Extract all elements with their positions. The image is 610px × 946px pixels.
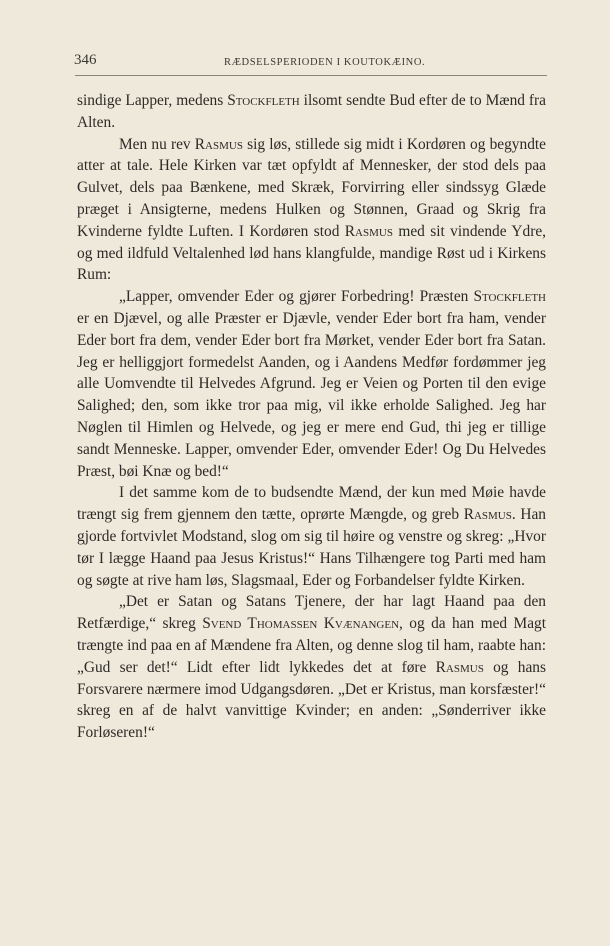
paragraph-4 — [77, 482, 546, 591]
text-run: og hans Forsvarere nærmere imod Udgangsdøren. „Det er Kristus, man korsfæster!“ skreg en af de halvt vanvittige Kvinder; en anden: „Sønderriver ikke Forløseren!“ — [77, 658, 546, 742]
text-run: ilsomt sendte Bud efter de to Mænd fra Alten. — [77, 92, 546, 131]
paragraph-3 — [77, 286, 546, 482]
text-run: . Han gjorde fortvivlet Modstand, slog om sig til høire og venstre og skreg: „Hvor tør I lægge Haand paa Jesus Kristus!“ Hans Tilhængere tog Parti med ham og søgte at rive ham løs, Slagsmaal, Eder og Forbandelser fyldte Kirken. — [77, 506, 546, 589]
person-name: Rasmus — [344, 222, 393, 240]
person-name: Svend Thomassen Kvænangen — [202, 615, 400, 633]
person-name: Rasmus — [194, 135, 243, 153]
paragraph-5 — [77, 591, 546, 744]
text-run: „Lapper, omvender Eder og gjører Forbedring! Præsten — [119, 288, 474, 306]
text-run: „Det er Satan og Satans Tjenere, der har lagt Haand paa den Retfærdige,“ skreg — [77, 593, 546, 633]
person-name: Stockfleth — [473, 288, 546, 306]
text-run: sig løs, stillede sig midt i Kordøren og begyndte atter at tale. Hele Kirken var tæt opfyldt af Mennesker, der stod dels paa Gulvet, dels paa Bænkene, med Skræk, Forvirring eller sindssyg Glæde præget i Ansigterne, medens Hulken og Stønnen, Graad og Skrig fra Kvinderne fyldte Luften. I Kordøren stod — [77, 135, 546, 240]
page-header — [74, 52, 546, 72]
text-run: sindige Lapper, medens — [77, 92, 228, 109]
person-name: Rasmus — [463, 506, 512, 524]
body-text — [77, 90, 546, 744]
paragraph-2 — [77, 134, 546, 287]
person-name: Stockfleth — [227, 92, 300, 109]
text-run: Men nu rev — [119, 135, 195, 153]
page-number: 346 — [74, 52, 97, 68]
header-rule — [75, 75, 547, 76]
paragraph-1 — [77, 90, 546, 134]
text-run: , og da han med Magt trængte ind paa en af Mændene fra Alten, og denne slog til ham, raabte han: „Gud ser det!“ Lidt efter lidt lykkedes det at føre — [77, 615, 546, 676]
text-run: med sit vindende Ydre, og med ildfuld Veltalenhed lød hans klangfulde, mandige Røst ud i Kirkens Rum: — [77, 222, 546, 284]
text-run: er en Djævel, og alle Præster er Djævle, vender Eder bort fra ham, vender Eder bort fra dem, vender Eder bort fra Mørket, vender Eder bort fra Satan. Jeg er helliggjort formedelst Aanden, og i Aandens Medfør fordømmer jeg alle Uomvendte til Helvedes Afgrund. Jeg er Veien og Porten til den evige Salighed; den, som ikke tror paa mig, vil ikke erholde Salighed. Jeg har Nøglen til Himlen og Helvede, og jeg er mere end Gud, thi jeg er tillige sandt Menneske. Lapper, omvender Eder, omvender Eder! Og Du Helvedes Præst, bøi Knæ og bed!“ — [77, 309, 546, 480]
person-name: Rasmus — [435, 658, 484, 676]
running-title: RÆDSELSPERIODEN I KOUTOKÆINO. — [224, 57, 426, 68]
text-run: I det samme kom de to budsendte Mænd, der kun med Møie havde trængt sig frem gjennem den tætte, oprørte Mængde, og greb — [77, 484, 546, 524]
